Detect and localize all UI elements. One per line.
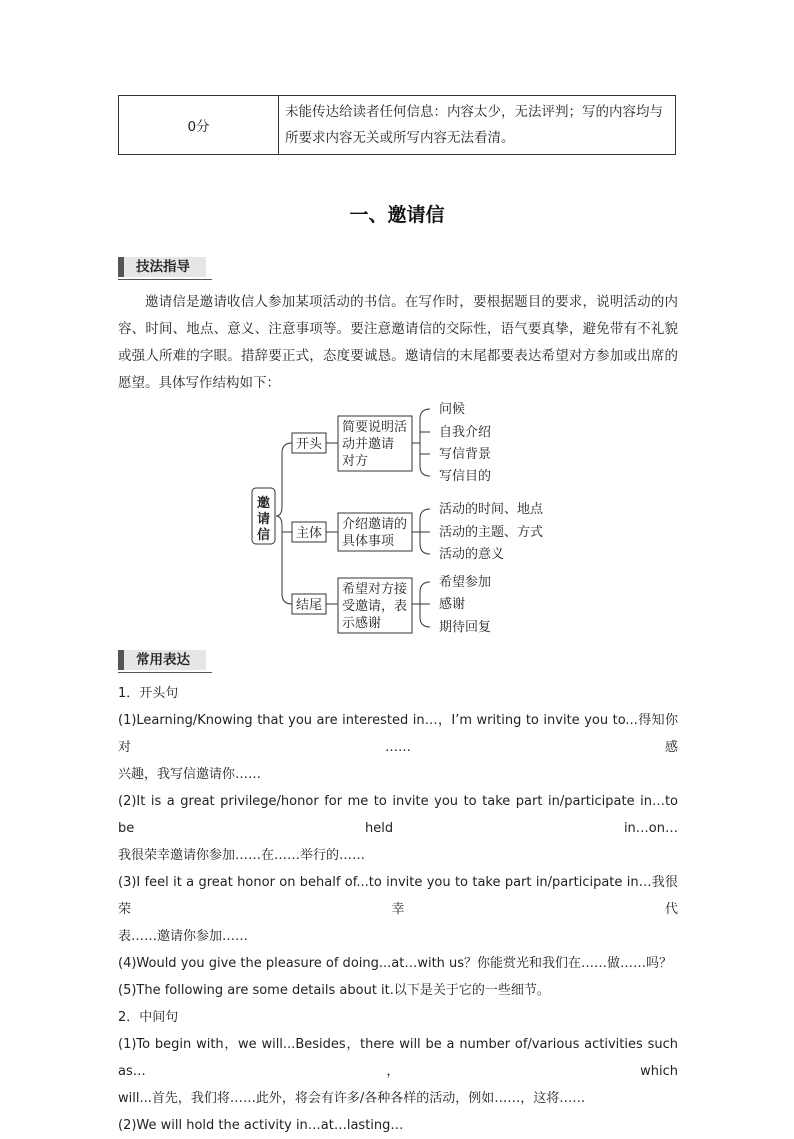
- intro-paragraph: 邀请信是邀请收信人参加某项活动的书信。在写作时，要根据题目的要求，说明活动的内容、时间、地点、意义、注意事项等。要注意邀请信的交际性，语气要真挚，避免带有不礼貌或强人所难的字眼。措辞要正式，态度要诚恳。邀请信的末尾都要表达希望对方参加或出席的愿望。具体写作结构如下：: [118, 294, 678, 391]
- desc-body-line-1: 介绍邀请的: [342, 517, 408, 532]
- opening-2-line-2: 我很荣幸邀请你参加……在……举行的……: [118, 848, 366, 863]
- item-closing-2: 感谢: [439, 597, 466, 612]
- item-body-3: 活动的意义: [439, 547, 505, 562]
- structure-diagram: [246, 396, 566, 641]
- item-opening-1: 问候: [439, 402, 466, 417]
- opening-3-line-2: 表……邀请你参加……: [118, 929, 249, 944]
- desc-closing-line-2: 受邀请，表: [342, 599, 408, 614]
- desc-body-line-2: 具体事项: [342, 534, 395, 549]
- desc-opening-line-2: 动并邀请: [342, 437, 395, 452]
- score-cell: 0分: [119, 96, 279, 155]
- heading-expressions: 常用表达: [118, 650, 206, 670]
- opening-4: (4)Would you give the pleasure of doing...at…with us？你能赏光和我们在……做……吗？: [118, 956, 673, 971]
- branch-label-closing: 结尾: [295, 598, 323, 613]
- item-opening-2: 自我介绍: [439, 425, 492, 440]
- desc-opening-line-1: 简要说明活: [342, 420, 408, 435]
- score-table: [118, 95, 676, 155]
- item-opening-4: 写信目的: [439, 469, 492, 484]
- branch-label-opening: 开头: [295, 437, 323, 452]
- expressions-section: [118, 680, 678, 1139]
- item-opening-3: 写信背景: [439, 447, 492, 462]
- diagram-root-char-2: 请: [256, 512, 271, 527]
- middle-1-line-2: will...首先，我们将……此外，将会有许多/各种各样的活动，例如……，这将……: [118, 1091, 586, 1106]
- diagram-root-char-1: 邀: [256, 496, 271, 511]
- opening-5: (5)The following are some details about it.以下是关于它的一些细节。: [118, 983, 550, 998]
- opening-title: 1．开头句: [118, 686, 179, 701]
- score-description-cell: 未能传达给读者任何信息：内容太少，无法评判；写的内容均与所要求内容无关或所写内容无法看清。: [279, 96, 676, 155]
- opening-2-line-1: (2)It is a great privilege/honor for me to invite you to take part in/participate in…to be held in…on…: [118, 794, 678, 836]
- middle-2: (2)We will hold the activity in…at…lasting…: [118, 1118, 404, 1133]
- heading-tips: 技法指导: [118, 257, 206, 277]
- opening-3-line-1: (3)I feel it a great honor on behalf of...to invite you to take part in/participate in…我很荣幸代: [118, 875, 678, 917]
- desc-opening-line-3: 对方: [342, 454, 369, 469]
- middle-title: 2．中间句: [118, 1010, 179, 1025]
- item-closing-1: 希望参加: [439, 575, 492, 590]
- opening-1-line-2: 兴趣，我写信邀请你……: [118, 767, 262, 782]
- item-body-2: 活动的主题、方式: [439, 525, 544, 540]
- desc-closing-line-3: 示感谢: [342, 616, 382, 631]
- branch-label-body: 主体: [295, 526, 323, 541]
- item-closing-3: 期待回复: [439, 620, 492, 635]
- middle-1-line-1: (1)To begin with，we will...Besides，there will be a number of/various activities such as…，which: [118, 1037, 678, 1079]
- table-row: [119, 96, 676, 155]
- item-body-1: 活动的时间、地点: [439, 502, 544, 517]
- diagram-root-char-3: 信: [256, 528, 271, 543]
- desc-closing-line-1: 希望对方接: [342, 582, 408, 597]
- opening-1-line-1: (1)Learning/Knowing that you are interested in…，I’m writing to invite you to...得知你对……感: [118, 713, 678, 755]
- section-title: 一、邀请信: [349, 204, 445, 226]
